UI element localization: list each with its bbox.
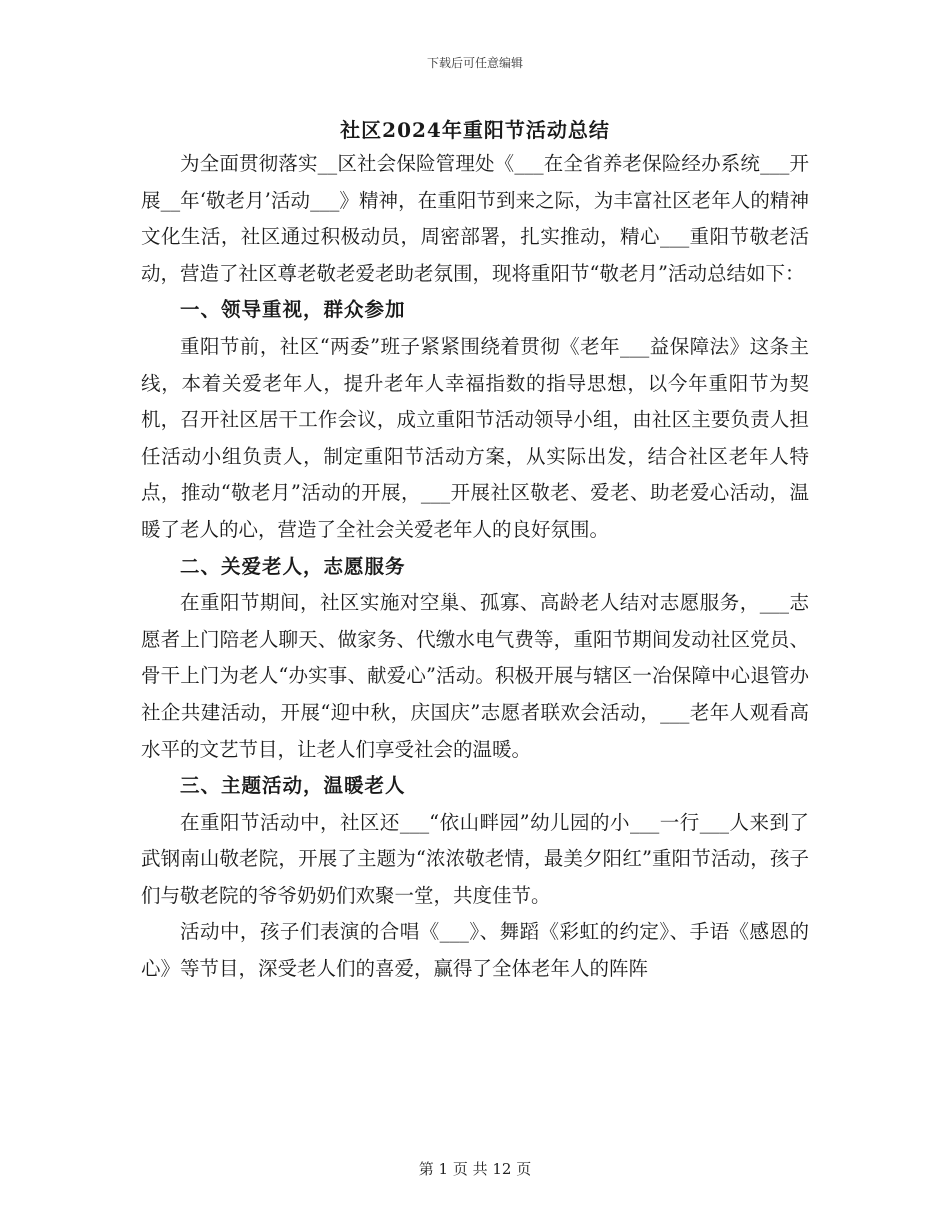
section-2-paragraph: 在重阳节期间，社区实施对空巢、孤寡、高龄老人结对志愿服务，___志愿者上门陪老人聊天、做家务、代缴水电气费等，重阳节期间发动社区党员、骨干上门为老人“办实事、献爱心”活动。积极开展与辖区一冶保障中心退管办社企共建活动，开展“迎中秋，庆国庆”志愿者联欢会活动，___老年人观看高水平的文艺节目，让老人们享受社会的温暖。 [141, 591, 809, 761]
section-3-paragraph-2: 活动中，孩子们表演的合唱《___》、舞蹈《彩虹的约定》、手语《感恩的心》等节目，深受老人们的喜爱，赢得了全体老年人的阵阵 [141, 920, 809, 981]
page-number-footer: 第 1 页 共 12 页 [418, 1160, 532, 1178]
document-title: 社区2024年重阳节活动总结 [340, 118, 610, 142]
document-body [141, 146, 809, 988]
section-heading-1: 一、领导重视，群众参加 [180, 298, 406, 322]
section-3-paragraph-1: 在重阳节活动中，社区还___“依山畔园”幼儿园的小___一行___人来到了武钢南山敬老院，开展了主题为“浓浓敬老情，最美夕阳红”重阳节活动，孩子们与敬老院的爷爷奶奶们欢聚一堂，共度佳节。 [141, 810, 809, 907]
section-heading-3: 三、主题活动，温暖老人 [180, 774, 406, 798]
header-note: 下载后可任意编辑 [426, 56, 523, 70]
section-heading-2: 二、关爱老人，志愿服务 [180, 554, 406, 578]
intro-paragraph: 为全面贯彻落实__区社会保险管理处《___在全省养老保险经办系统___开展__年‘敬老月’活动___》精神，在重阳节到来之际，为丰富社区老年人的精神文化生活，社区通过积极动员，周密部署，扎实推动，精心___重阳节敬老活动，营造了社区尊老敬老爱老助老氛围，现将重阳节“敬老月”活动总结如下： [141, 152, 809, 285]
section-1-paragraph: 重阳节前，社区“两委”班子紧紧围绕着贯彻《老年___益保障法》这条主线，本着关爱老年人，提升老年人幸福指数的指导思想，以今年重阳节为契机，召开社区居干工作会议，成立重阳节活动领导小组，由社区主要负责人担任活动小组负责人，制定重阳节活动方案，从实际出发，结合社区老年人特点，推动“敬老月”活动的开展，___开展社区敬老、爱老、助老爱心活动，温暖了老人的心，营造了全社会关爱老年人的良好氛围。 [141, 334, 809, 541]
